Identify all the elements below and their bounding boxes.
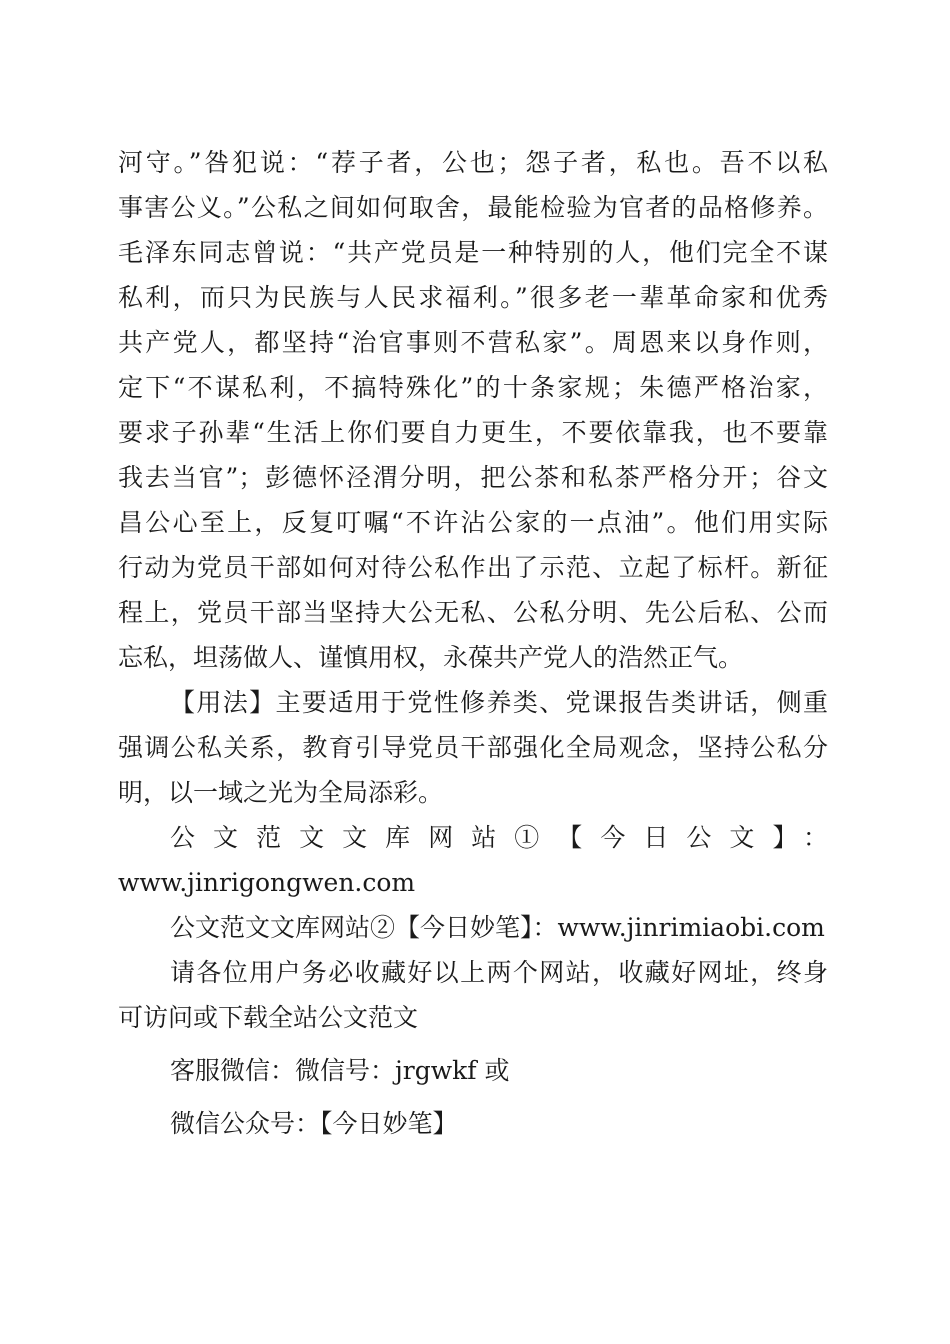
site1-label: 公文范文文库网站①【今日公文】： xyxy=(170,823,828,852)
text-line: 共产党人，都坚持“治官事则不营私家”。周恩来以身作则， xyxy=(118,328,828,357)
text-line: 强调公私关系，教育引导党员干部强化全局观念，坚持公私分 xyxy=(118,733,828,762)
text-line: 私利，而只为民族与人民求福利。”很多老一辈革命家和优秀 xyxy=(118,283,828,312)
text-line: 定下“不谋私利，不搞特殊化”的十条家规；朱德严格治家， xyxy=(118,373,828,402)
text-line: 河守。”咎犯说：“荐子者，公也；怨子者，私也。吾不以私 xyxy=(118,148,828,177)
notice-line: 可访问或下载全站公文范文 xyxy=(118,1003,419,1032)
service-wechat: 客服微信：微信号：jrgwkf 或 xyxy=(170,1056,510,1085)
site2-line: 公文范文文库网站②【今日妙笔】：www.jinrimiaobi.com xyxy=(170,913,825,942)
site1-url: www.jinrigongwen.com xyxy=(118,868,416,897)
text-line: 要求子孙辈“生活上你们要自力更生，不要依靠我，也不要靠 xyxy=(118,418,828,447)
footer-info xyxy=(118,815,828,1146)
text-line: 忘私，坦荡做人、谨慎用权，永葆共产党人的浩然正气。 xyxy=(118,643,744,672)
paragraph-main xyxy=(118,140,828,680)
text-line: 行动为党员干部如何对待公私作出了示范、立起了标杆。新征 xyxy=(118,553,828,582)
notice-line: 请各位用户务必收藏好以上两个网站，收藏好网址，终身 xyxy=(170,958,828,987)
text-line: 事害公义。”公私之间如何取舍，最能检验为官者的品格修养。 xyxy=(118,193,828,222)
text-line: 【用法】主要适用于党性修养类、党课报告类讲话，侧重 xyxy=(170,688,828,717)
text-line: 程上，党员干部当坚持大公无私、公私分明、先公后私、公而 xyxy=(118,598,828,627)
text-line: 毛泽东同志曾说：“共产党员是一种特别的人，他们完全不谋 xyxy=(118,238,828,267)
text-line: 明，以一域之光为全局添彩。 xyxy=(118,778,444,807)
document-body xyxy=(118,140,828,1146)
text-line: 我去当官”；彭德怀泾渭分明，把公茶和私茶严格分开；谷文 xyxy=(118,463,828,492)
text-line: 昌公心至上，反复叮嘱“不许沾公家的一点油”。他们用实际 xyxy=(118,508,828,537)
paragraph-usage xyxy=(118,680,828,815)
official-account: 微信公众号：【今日妙笔】 xyxy=(170,1109,458,1138)
